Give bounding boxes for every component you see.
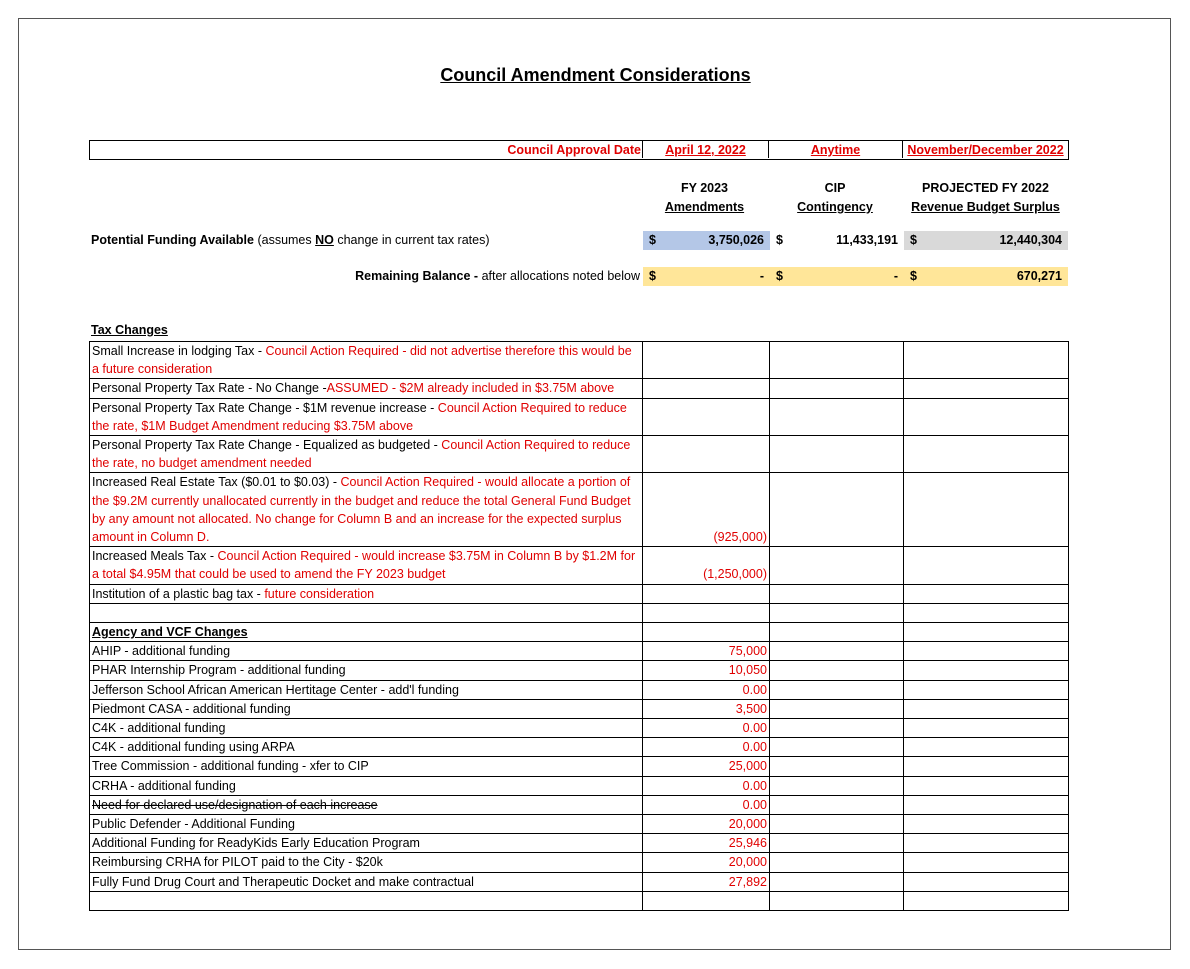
agency-row-amount: 0.00 <box>643 795 770 814</box>
remaining-amendments: $ - <box>643 267 770 286</box>
remaining-cip: $ - <box>770 267 904 286</box>
agency-row <box>90 872 1069 891</box>
tax-row-description <box>90 547 643 584</box>
tax-row-amount <box>643 584 770 603</box>
agency-row <box>90 680 1069 699</box>
agency-row-description: C4K - additional funding using ARPA <box>90 738 643 757</box>
agency-section-row <box>90 623 1069 642</box>
empty-cell <box>904 584 1069 603</box>
tax-row-note: Council Action Required - would allocate a portion of the $9.2M currently unallocated currently in the budget and reduce the total General Fund Budget by any amount not allocated. No change for Column B and an increase for the expected surplus amount in Column D. <box>92 475 631 545</box>
tax-row <box>90 547 1069 584</box>
agency-row <box>90 661 1069 680</box>
empty-cell <box>904 379 1069 398</box>
empty-cell <box>904 473 1069 547</box>
approval-date-3: November/December 2022 <box>907 143 1064 157</box>
tax-row-text: Increased Real Estate Tax ($0.01 to $0.03) - <box>92 475 341 490</box>
blank-row <box>90 603 1069 622</box>
empty-cell <box>904 834 1069 853</box>
empty-cell <box>770 603 904 622</box>
agency-row <box>90 815 1069 834</box>
empty-cell <box>770 738 904 757</box>
agency-row-amount: 20,000 <box>643 815 770 834</box>
agency-row-description: Need for declared use/designation of each increase <box>90 795 643 814</box>
approval-date-1: April 12, 2022 <box>665 143 746 157</box>
funding-amendments: $ 3,750,026 <box>643 231 770 250</box>
tax-row-text: Personal Property Tax Rate Change - Equalized as budgeted - <box>92 438 442 453</box>
empty-cell <box>643 623 770 642</box>
funding-surplus: $ 12,440,304 <box>904 231 1068 250</box>
agency-row-description: AHIP - additional funding <box>90 642 643 661</box>
empty-cell <box>90 891 643 910</box>
empty-cell <box>904 603 1069 622</box>
tax-row-text: Personal Property Tax Rate - No Change - <box>92 381 327 396</box>
empty-cell <box>904 738 1069 757</box>
agency-row-amount: 3,500 <box>643 699 770 718</box>
tax-row-note: Council Action Required - would increase $3.75M in Column B by $1.2M for a total $4.95M that could be used to amend the FY 2023 budget <box>92 549 636 582</box>
empty-cell <box>770 398 904 435</box>
empty-cell <box>904 680 1069 699</box>
page-title: Council Amendment Considerations <box>440 65 751 85</box>
approval-date-2: Anytime <box>810 143 861 157</box>
tax-row-text: Institution of a plastic bag tax - <box>92 586 265 601</box>
changes-table <box>89 341 1069 911</box>
tax-row-note: Council Action Required to reduce the rate, no budget amendment needed <box>92 438 631 471</box>
empty-cell <box>770 834 904 853</box>
tax-row-amount <box>643 436 770 473</box>
agency-row <box>90 795 1069 814</box>
approval-date-row <box>89 140 1069 160</box>
empty-cell <box>904 398 1069 435</box>
tax-row <box>90 436 1069 473</box>
agency-row-description: Public Defender - Additional Funding <box>90 815 643 834</box>
tax-row-description <box>90 584 643 603</box>
empty-cell <box>770 699 904 718</box>
tax-row <box>90 584 1069 603</box>
agency-row-description: Piedmont CASA - additional funding <box>90 699 643 718</box>
empty-cell <box>90 603 643 622</box>
tax-changes-heading: Tax Changes <box>91 323 168 337</box>
empty-cell <box>770 661 904 680</box>
empty-cell <box>770 642 904 661</box>
empty-cell <box>904 547 1069 584</box>
column-header-cip: CIP Contingency <box>797 181 873 214</box>
empty-cell <box>904 719 1069 738</box>
empty-cell <box>770 719 904 738</box>
tax-row-description <box>90 342 643 379</box>
tax-row-description <box>90 436 643 473</box>
empty-cell <box>904 776 1069 795</box>
empty-cell <box>770 547 904 584</box>
tax-row <box>90 398 1069 435</box>
tax-row-amount: (925,000) <box>643 473 770 547</box>
empty-cell <box>904 872 1069 891</box>
agency-row <box>90 834 1069 853</box>
tax-row-amount <box>643 379 770 398</box>
empty-cell <box>770 680 904 699</box>
tax-row-note: future consideration <box>264 586 375 601</box>
agency-row-amount: 0.00 <box>643 719 770 738</box>
tax-row <box>90 379 1069 398</box>
empty-cell <box>904 795 1069 814</box>
agency-row-amount: 0.00 <box>643 680 770 699</box>
agency-row-description: Additional Funding for ReadyKids Early Education Program <box>90 834 643 853</box>
agency-row-description: Reimbursing CRHA for PILOT paid to the City - $20k <box>90 853 643 872</box>
tax-row-note: ASSUMED - $2M already included in $3.75M above <box>326 381 615 396</box>
empty-cell <box>904 891 1069 910</box>
agency-row-description: CRHA - additional funding <box>90 776 643 795</box>
tax-row-note: Council Action Required to reduce the rate, $1M Budget Amendment reducing $3.75M above <box>92 400 627 433</box>
empty-cell <box>770 795 904 814</box>
tax-row-description <box>90 379 643 398</box>
tax-row-text: Small Increase in lodging Tax - <box>92 344 266 358</box>
empty-cell <box>904 642 1069 661</box>
agency-row <box>90 738 1069 757</box>
tax-row <box>90 342 1069 379</box>
tax-row-note: Council Action Required - did not advertise therefore this would be a future consideration <box>92 344 632 377</box>
agency-row <box>90 776 1069 795</box>
empty-cell <box>770 757 904 776</box>
remaining-surplus: $ 670,271 <box>904 267 1068 286</box>
agency-row-amount: 27,892 <box>643 872 770 891</box>
agency-row <box>90 853 1069 872</box>
empty-cell <box>904 623 1069 642</box>
tax-row-text: Increased Meals Tax - <box>92 549 218 564</box>
tax-row-amount <box>643 398 770 435</box>
agency-row <box>90 719 1069 738</box>
tax-row-description <box>90 473 643 547</box>
empty-cell <box>770 891 904 910</box>
remaining-label: Remaining Balance - after allocations noted below <box>355 269 640 283</box>
tax-row-description <box>90 398 643 435</box>
agency-row <box>90 757 1069 776</box>
agency-row-amount: 25,000 <box>643 757 770 776</box>
empty-cell <box>904 436 1069 473</box>
agency-row-amount: 0.00 <box>643 776 770 795</box>
tax-row-amount: (1,250,000) <box>643 547 770 584</box>
empty-cell <box>904 757 1069 776</box>
column-header-surplus: PROJECTED FY 2022 Revenue Budget Surplus <box>911 181 1060 214</box>
agency-changes-heading: Agency and VCF Changes <box>90 623 643 642</box>
agency-row-description: Jefferson School African American Hertitage Center - add'l funding <box>90 680 643 699</box>
agency-row-description: PHAR Internship Program - additional funding <box>90 661 643 680</box>
empty-cell <box>904 699 1069 718</box>
empty-cell <box>643 891 770 910</box>
empty-cell <box>904 342 1069 379</box>
agency-row-description: C4K - additional funding <box>90 719 643 738</box>
empty-cell <box>770 872 904 891</box>
agency-row-amount: 75,000 <box>643 642 770 661</box>
agency-row-amount: 0.00 <box>643 738 770 757</box>
agency-row-description: Tree Commission - additional funding - xfer to CIP <box>90 757 643 776</box>
agency-row <box>90 642 1069 661</box>
empty-cell <box>770 473 904 547</box>
empty-cell <box>770 342 904 379</box>
empty-cell <box>904 853 1069 872</box>
empty-cell <box>770 379 904 398</box>
empty-cell <box>770 584 904 603</box>
empty-cell <box>904 815 1069 834</box>
empty-cell <box>904 661 1069 680</box>
empty-cell <box>770 853 904 872</box>
empty-cell <box>770 776 904 795</box>
tax-row <box>90 473 1069 547</box>
tax-row-text: Personal Property Tax Rate Change - $1M revenue increase - <box>92 400 438 415</box>
funding-label: Potential Funding Available (assumes NO change in current tax rates) <box>91 233 490 247</box>
agency-row <box>90 699 1069 718</box>
empty-cell <box>770 815 904 834</box>
agency-row-description: Fully Fund Drug Court and Therapeutic Docket and make contractual <box>90 872 643 891</box>
tax-row-amount <box>643 342 770 379</box>
empty-cell <box>643 603 770 622</box>
empty-cell <box>770 436 904 473</box>
approval-date-label: Council Approval Date <box>507 143 641 157</box>
agency-row-amount: 20,000 <box>643 853 770 872</box>
agency-row-amount: 25,946 <box>643 834 770 853</box>
document-page <box>18 18 1171 950</box>
agency-row-amount: 10,050 <box>643 661 770 680</box>
empty-cell <box>770 623 904 642</box>
column-header-amendments: FY 2023 Amendments <box>664 181 745 214</box>
funding-cip: $ 11,433,191 <box>776 233 898 247</box>
blank-row <box>90 891 1069 910</box>
